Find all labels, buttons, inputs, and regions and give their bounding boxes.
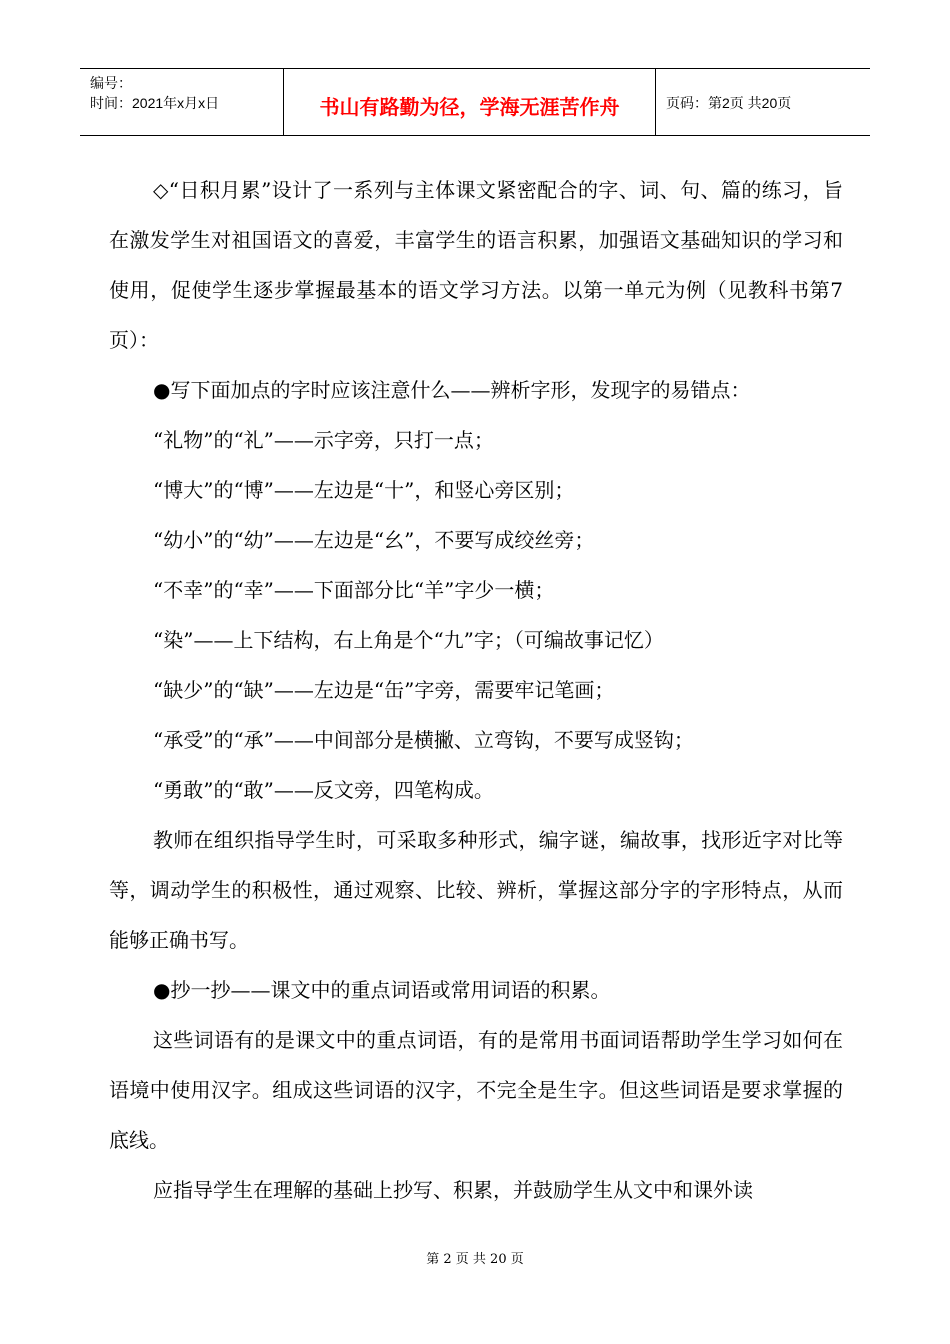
paragraph-intro: ◇“日积月累”设计了一系列与主体课文紧密配合的字、词、句、篇的练习，旨在激发学生对祖国语文的喜爱，丰富学生的语言积累，加强语文基础知识的学习和使用，促使学生逐步掌握最基本的语文学习方法。以第一单元为例（见教科书第7页）： xyxy=(109,178,843,352)
list-item-li: “礼物”的“礼”——示字旁，只打一点； xyxy=(153,428,494,452)
header-motto: 书山有路勤为径，学海无涯苦作舟 xyxy=(284,69,656,135)
document-body xyxy=(109,165,843,1215)
paragraph-bullet-copy: ●抄一抄——课文中的重点词语或常用词语的积累。 xyxy=(153,978,611,1002)
document-date: 时间：2021年x月x日 xyxy=(90,95,220,111)
paragraph-guide: 应指导学生在理解的基础上抄写、积累，并鼓励学生从文中和课外读 xyxy=(153,1178,753,1202)
list-item-cheng: “承受”的“承”——中间部分是横撇、立弯钩，不要写成竖钩； xyxy=(153,728,694,752)
list-item-you: “幼小”的“幼”——左边是“幺”，不要写成绞丝旁； xyxy=(153,528,595,552)
page-header xyxy=(80,68,870,136)
list-item-ran: “染”——上下结构，右上角是个“九”字；（可编故事记忆） xyxy=(153,628,664,652)
list-item-que: “缺少”的“缺”——左边是“缶”字旁，需要牢记笔画； xyxy=(153,678,615,702)
list-item-xing: “不幸”的“幸”——下面部分比“羊”字少一横； xyxy=(153,578,555,602)
page-footer: 第 2 页 共 20 页 xyxy=(426,1252,524,1267)
header-page-info: 页码：第2页 共20页 xyxy=(666,95,792,111)
paragraph-words: 这些词语有的是课文中的重点词语，有的是常用书面词语帮助学生学习如何在语境中使用汉字。组成这些词语的汉字，不完全是生字。但这些词语是要求掌握的底线。 xyxy=(109,1028,843,1152)
list-item-gan: “勇敢”的“敢”——反文旁，四笔构成。 xyxy=(153,778,494,802)
paragraph-teacher: 教师在组织指导学生时，可采取多种形式，编字谜，编故事，找形近字对比等等，调动学生的积极性，通过观察、比较、辨析，掌握这部分字的字形特点，从而能够正确书写。 xyxy=(109,828,843,952)
paragraph-bullet-write: ●写下面加点的字时应该注意什么——辨析字形，发现字的易错点： xyxy=(153,378,751,402)
header-meta xyxy=(80,69,284,135)
document-number-label: 编号： xyxy=(90,75,132,91)
list-item-bo: “博大”的“博”——左边是“十”，和竖心旁区别； xyxy=(153,478,575,502)
